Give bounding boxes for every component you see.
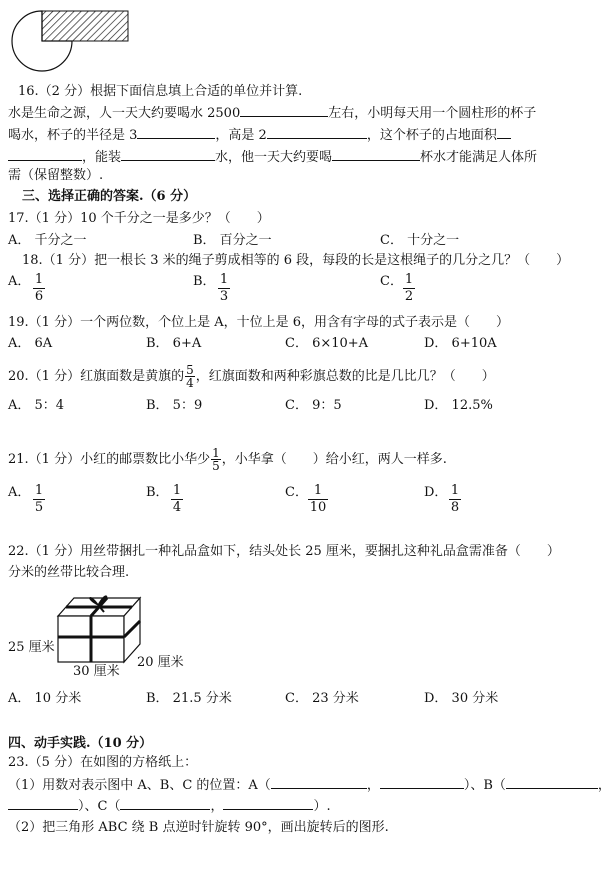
q16-blank-unit-radius[interactable] [137,126,215,139]
q18-option-c-fraction[interactable]: $\frac{1}{2}$ [404,272,414,304]
q19-option-c[interactable]: C． 6×10+A [285,336,369,351]
q21-option-d-fraction[interactable]: $\frac{1}{8}$ [450,483,460,515]
q20-option-d[interactable]: D． 12.5% [424,398,493,413]
gift-box-dim-right: 20 厘米 [137,655,184,670]
q19-option-b[interactable]: B． 6+A [146,336,202,351]
q17-option-a[interactable]: A． 千分之一 [8,233,87,248]
q23-blank-c-x[interactable] [120,797,210,810]
q16-blank-unit-height[interactable] [267,126,367,139]
q20-option-a[interactable]: A． 5：4 [8,398,65,413]
q19-option-a[interactable]: A． 6A [8,336,53,351]
q23-line3: （2）把三角形 ABC 绕 B 点逆时针旋转 90°，画出旋转后的图形. [8,820,389,835]
q20-heading: 20.（1 分）红旗面数是黄旗的 $\frac{5}{4}$ ，红旗面数和两种彩旗总数的比是几比几？（ ） [8,363,495,390]
q23-blank-a-y[interactable] [380,776,464,789]
q20-option-b[interactable]: B． 5：9 [146,398,203,413]
q17-option-c[interactable]: C． 十分之一 [380,233,460,248]
circle-rectangle-figure [0,0,140,64]
q21-option-a-fraction[interactable]: $\frac{1}{5}$ [34,483,44,515]
q19-option-d[interactable]: D． 6+10A [424,336,497,351]
q20-fraction: $\frac{5}{4}$ [186,363,194,390]
q18-option-b-fraction[interactable]: $\frac{1}{3}$ [219,272,229,304]
q16-blank-cups[interactable] [332,148,420,161]
q22-line2: 分米的丝带比较合理. [8,565,130,580]
q16-heading: 16.（2 分）根据下面信息填上合适的单位并计算. [18,84,303,99]
gift-box-dim-bottom: 30 厘米 [73,664,120,679]
q18-heading: 18.（1 分）把一根长 3 米的绳子剪成相等的 6 段，每段的长是这根绳子的几分之几？（ ） [22,253,570,268]
q21-option-b-fraction[interactable]: $\frac{1}{4}$ [172,483,182,515]
q16-line1: 水是生命之源，人一天大约要喝水 2500 左右，小明每天用一个圆柱形的杯子 [8,106,537,121]
q22-option-b[interactable]: B． 21.5 分米 [146,691,232,706]
q16-line3: ，能装 水，他一天大约要喝 杯水才能满足人体所 [8,148,537,166]
q23-blank-a-x[interactable] [271,776,367,789]
q23-line1: （1）用数对表示图中 A、B、C 的位置：A（ ， ）、B（ ， [8,778,611,793]
q21-option-c-label[interactable]: C． [285,485,308,500]
gift-box-dim-left: 25 厘米 [8,640,55,655]
q16-blank-area-b[interactable] [8,148,82,161]
q23-line2: ）、C（ ， ）. [8,797,331,815]
q16-blank-volume[interactable] [121,148,215,161]
q21-heading: 21.（1 分）小红的邮票数比小华少 $\frac{1}{5}$ ，小华拿（ ）给小红，两人一样多. [8,446,447,473]
q20-option-c[interactable]: C． 9：5 [285,398,342,413]
section4-heading: 四、动手实践.（10 分） [8,736,153,751]
gift-box-figure [54,588,144,668]
q23-heading: 23.（5 分）在如图的方格纸上： [8,755,198,770]
q21-option-b-label[interactable]: B． [146,485,169,500]
q18-option-a-label[interactable]: A． [8,274,31,289]
q18-option-a-fraction[interactable]: $\frac{1}{6}$ [34,272,44,304]
q17-heading: 17.（1 分）10 个千分之一是多少？（ ） [8,211,270,226]
q22-line1: 22.（1 分）用丝带捆扎一种礼品盒如下，结头处长 25 厘米，要捆扎这种礼品盒需准备（ ） [8,544,560,559]
q21-option-c-fraction[interactable]: $\frac{1}{10}$ [309,483,327,515]
section3-heading: 三、选择正确的答案.（6 分） [22,189,197,204]
q16-line4: 需（保留整数）. [8,168,104,183]
q16-blank-unit-water[interactable] [240,104,328,117]
q17-option-b[interactable]: B． 百分之一 [193,233,272,248]
q23-blank-b-y[interactable] [8,797,78,810]
q16-line2: 喝水，杯子的半径是 3 ，高是 2 ，这个杯子的占地面积 [8,126,511,144]
q19-heading: 19.（1 分）一个两位数，个位上是 A，十位上是 6，用含有字母的式子表示是（ ） [8,315,510,330]
q23-blank-c-y[interactable] [223,797,313,810]
q16-blank-area-a[interactable] [497,126,511,139]
q22-option-d[interactable]: D． 30 分米 [424,691,499,706]
q22-option-c[interactable]: C． 23 分米 [285,691,359,706]
q21-option-d-label[interactable]: D． [424,485,448,500]
q22-option-a[interactable]: A． 10 分米 [8,691,82,706]
q23-blank-b-x[interactable] [506,776,598,789]
q21-option-a-label[interactable]: A． [8,485,31,500]
q18-option-c-label[interactable]: C． [380,274,403,289]
q18-option-b-label[interactable]: B． [193,274,216,289]
q21-fraction: $\frac{1}{5}$ [212,446,220,473]
